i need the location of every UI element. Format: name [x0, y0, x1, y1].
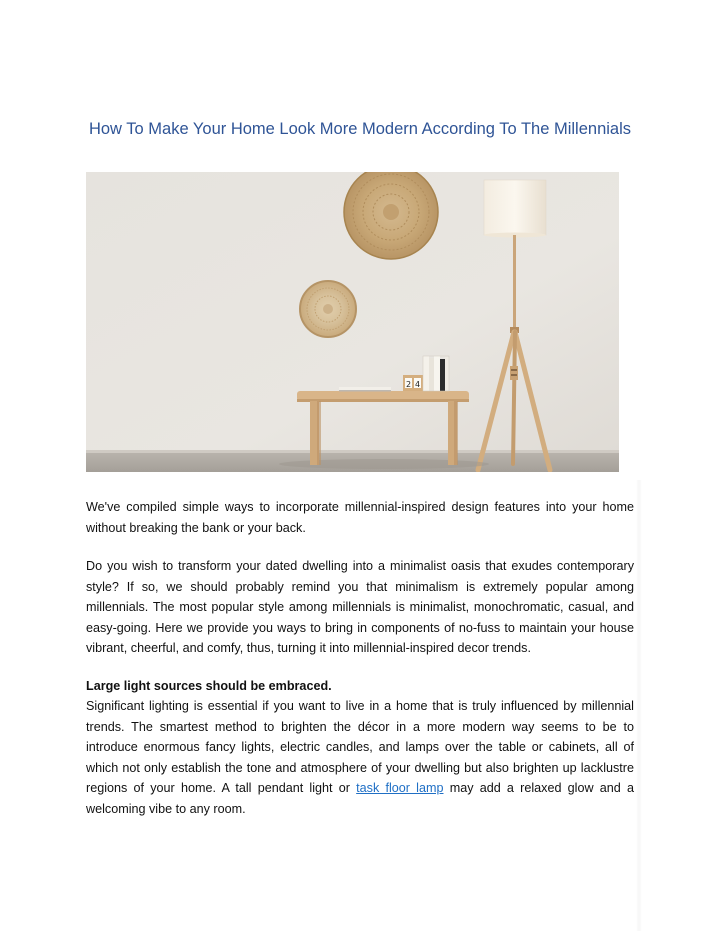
section-heading: Large light sources should be embraced.: [86, 679, 332, 693]
hero-image: [86, 172, 619, 472]
section-text-end: may add a relaxed glow and a welcoming vibe to any room.: [86, 781, 635, 816]
tray: [339, 387, 391, 392]
wall-basket-large: [344, 172, 438, 259]
document-title: How To Make Your Home Look More Modern According To The Millennials: [88, 120, 632, 138]
calendar-digit-2: 4: [414, 380, 421, 389]
wall-basket-small: [300, 281, 356, 337]
section-paragraph: [86, 696, 634, 820]
page-edge-shadow: [636, 480, 642, 931]
calendar-digit-1: 2: [405, 380, 412, 389]
section-text-start: Significant lighting is essential if you want to live in a home that is truly influenced by millennial trends. The smartest method to brighten the décor in a more modern way seems to be to introduce enormous fancy lights, electric candles, and lamps over the table or cabinets, all of which not only establish the tone and atmosphere of your dwelling but also brighten up lacklustre regions of your home. A tall pendant light or: [86, 699, 634, 796]
task-floor-lamp-link[interactable]: task floor lamp: [356, 781, 444, 796]
wooden-calendar: [403, 375, 423, 391]
books-stack: [423, 356, 449, 391]
intro-paragraph: We've compiled simple ways to incorporate millennial-inspired design features into your home without breaking the bank or your back.: [86, 500, 634, 535]
body-paragraph: Do you wish to transform your dated dwelling into a minimalist oasis that exudes contemporary style? If so, we should probably remind you that minimalism is extremely popular among millennials. The most popular style among millennials is minimalist, monochromatic, casual, and easy-going. Here we provide you ways to bring in components of no-fuss to maintain your house vibrant, cheerful, and comfy, thus, turning it into millennial-inspired decor trends.: [86, 559, 634, 656]
